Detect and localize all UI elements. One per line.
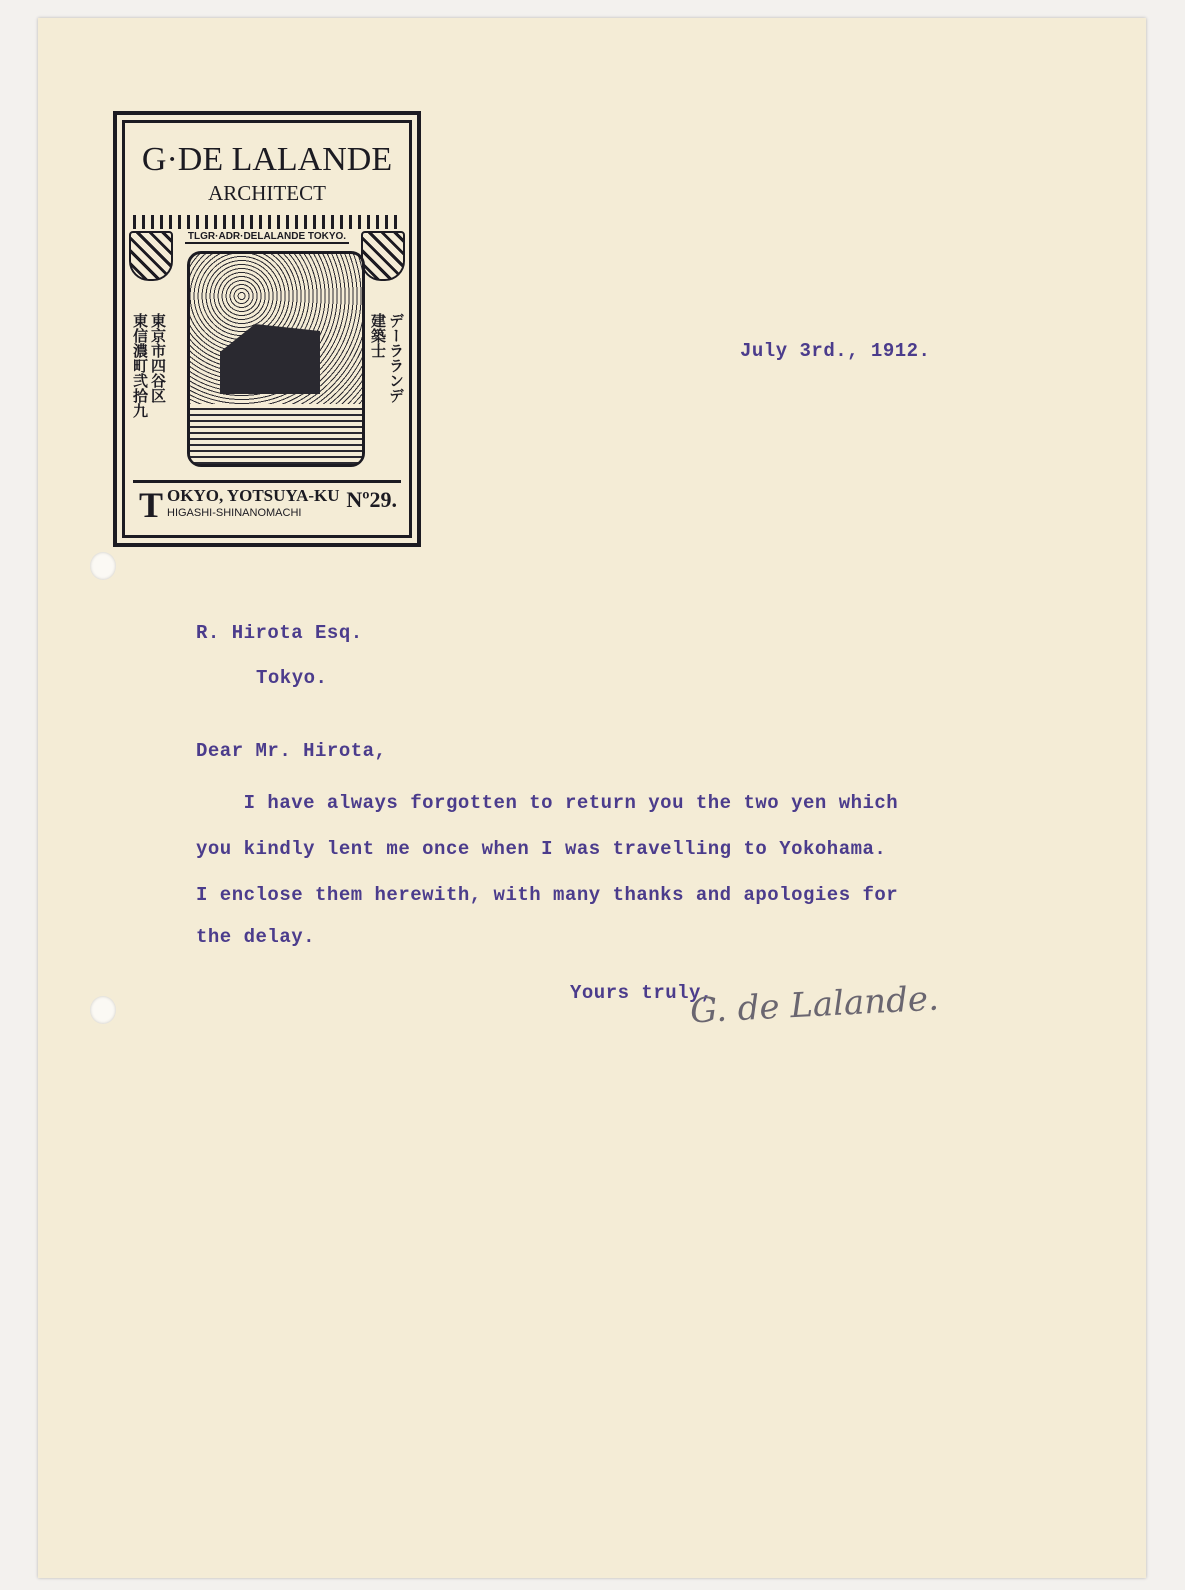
body-line: I enclose them herewith, with many thanks and apologies for <box>196 884 899 906</box>
recipient: R. Hirota Esq. <box>196 622 363 644</box>
body-line: you kindly lent me once when I was travelling to Yokohama. <box>196 838 887 860</box>
signature: G. de Lalande. <box>689 978 940 1032</box>
address-line-1: OKYO, YOTSUYA-KU <box>167 486 340 505</box>
body-line: I have always forgotten to return you the two yen which <box>196 792 899 814</box>
punch-hole <box>90 996 116 1024</box>
letterhead-frame <box>122 120 412 538</box>
house-illustration <box>187 251 365 467</box>
salutation: Dear Mr. Hirota, <box>196 740 387 762</box>
jp-name: デーラランデ <box>387 313 405 403</box>
jp-address-1: 東京市四谷区 <box>149 313 167 403</box>
letterhead-address <box>133 480 401 527</box>
letterhead-name: G·DE LALANDE <box>141 141 393 178</box>
tools-shield-icon <box>361 231 405 281</box>
punch-hole <box>90 552 116 580</box>
address-initial: T <box>139 485 164 525</box>
house-icon <box>220 324 320 394</box>
telegraph-address: TLGR·ADR·DELALANDE TOKYO. <box>185 231 349 244</box>
garden <box>190 404 362 464</box>
recipient-city: Tokyo. <box>256 667 328 689</box>
jp-address-2: 東信濃町弐拾九 <box>131 313 149 418</box>
letter-date: July 3rd., 1912. <box>740 340 931 362</box>
letterhead-title: ARCHITECT <box>208 181 326 205</box>
shield-icon <box>129 231 173 281</box>
address-line-2: HIGASHI-SHINANOMACHI <box>167 507 302 519</box>
letterhead <box>113 111 421 547</box>
jp-title: 建築士 <box>369 313 387 358</box>
address-number: Nº29. <box>346 487 397 512</box>
closing: Yours truly, <box>570 982 713 1004</box>
body-line: the delay. <box>196 926 316 948</box>
decorative-band <box>133 215 401 229</box>
